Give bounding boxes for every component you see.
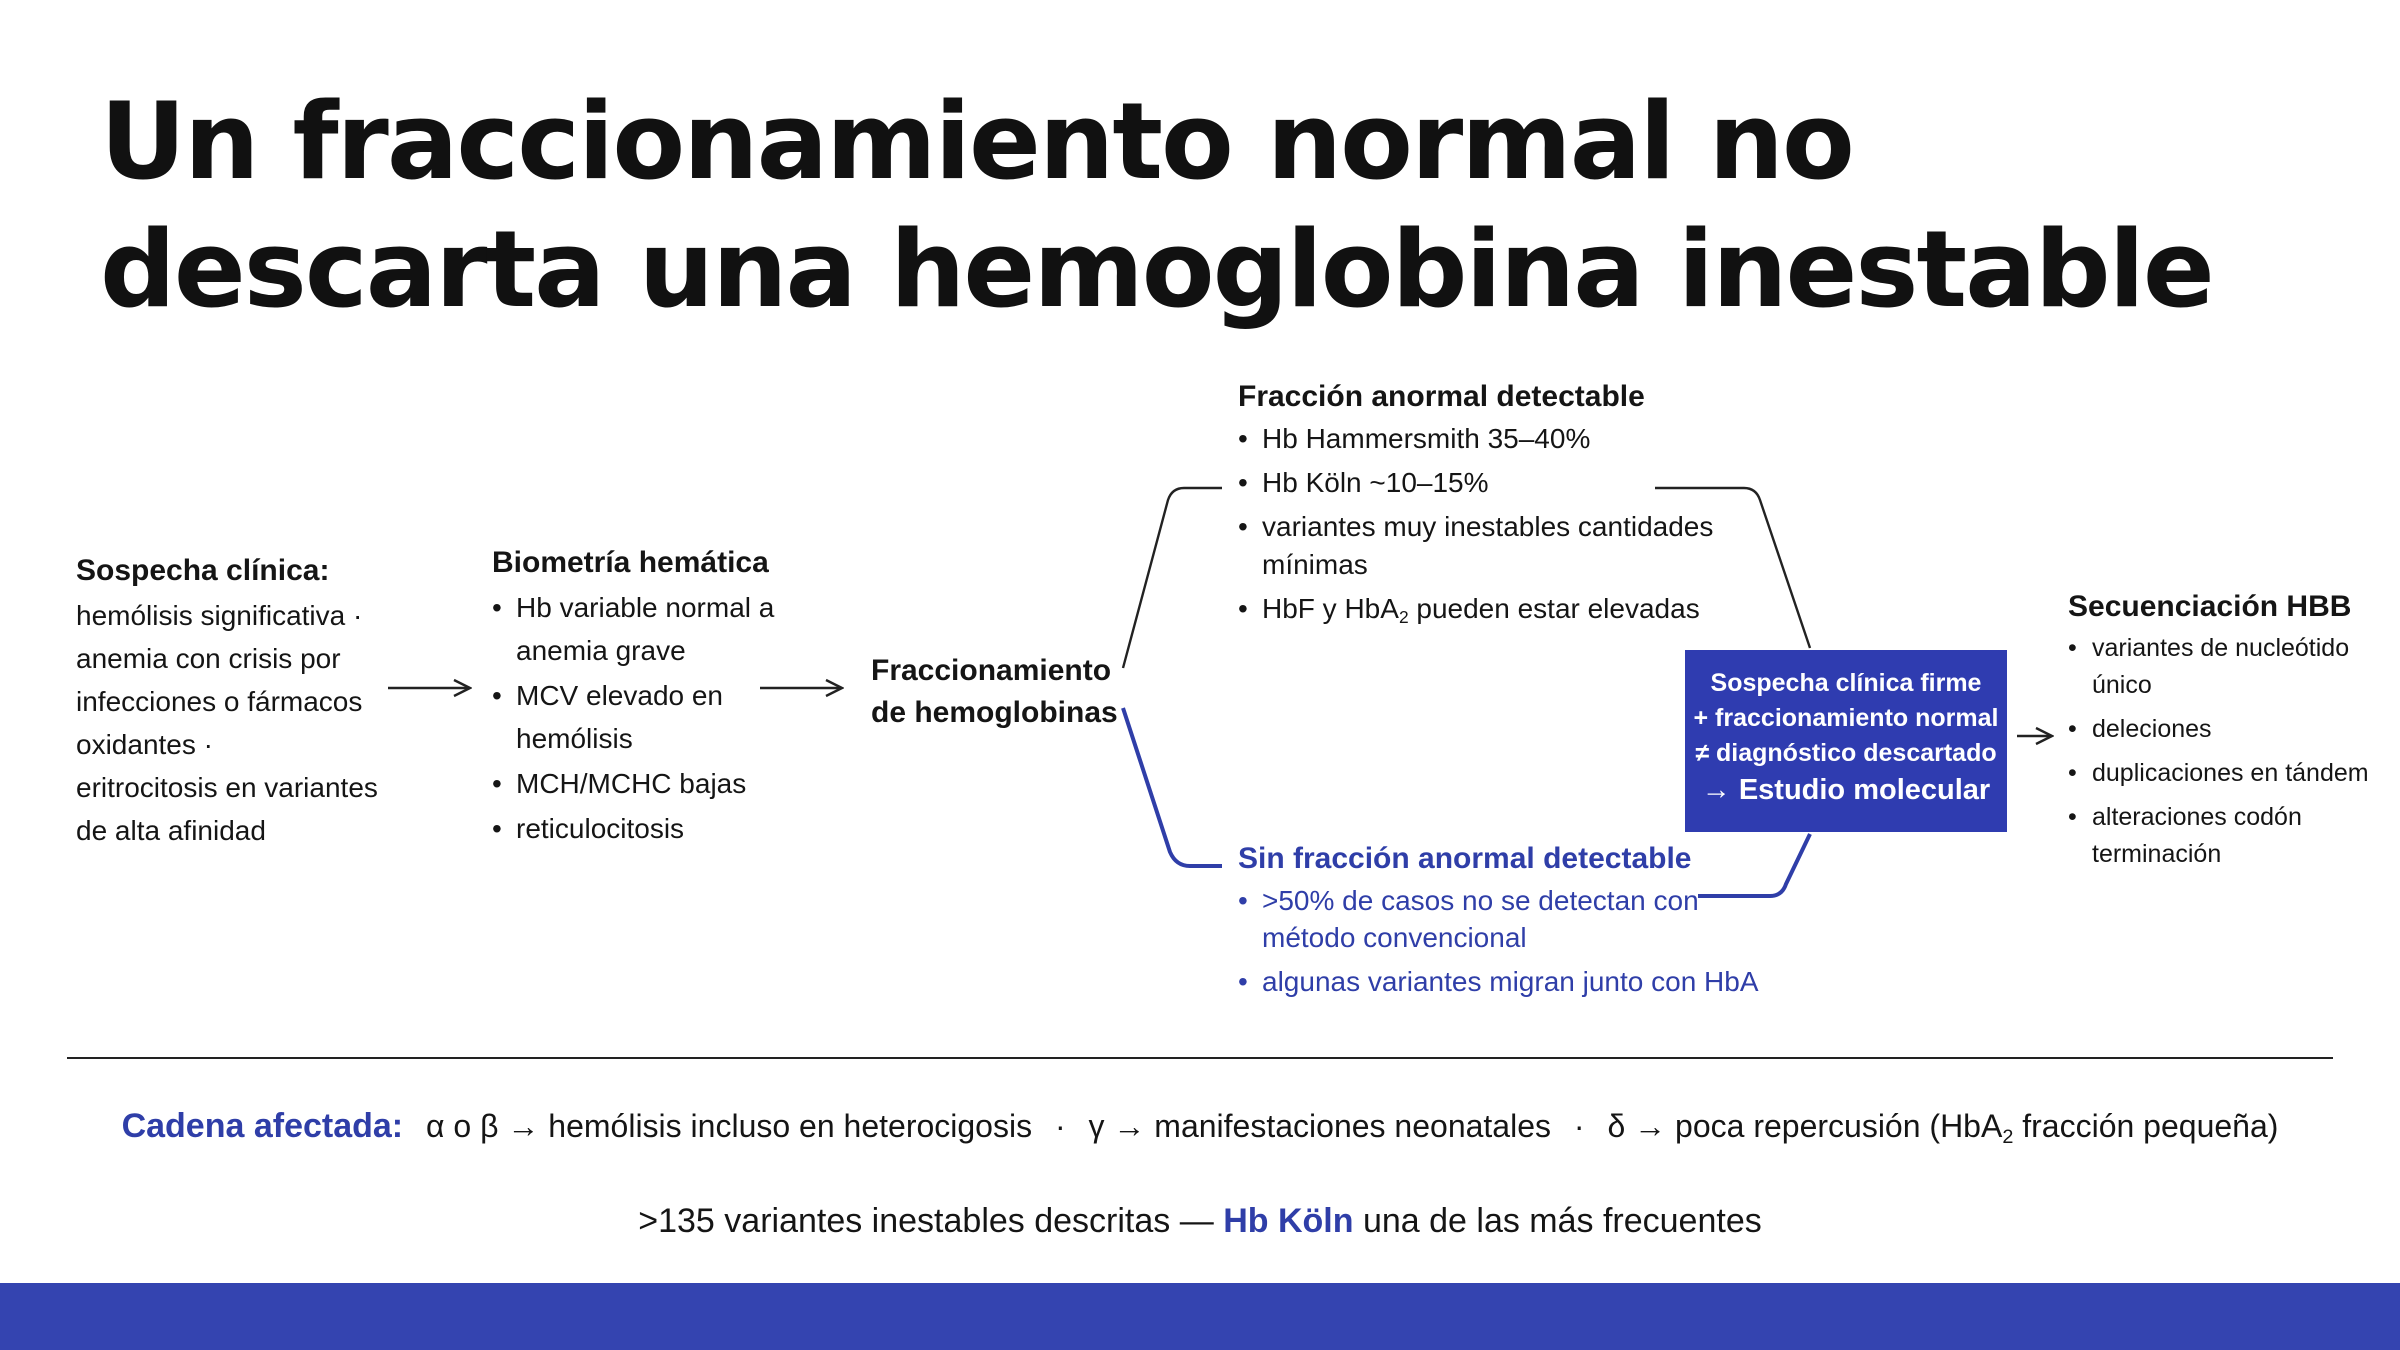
clinical-line: hemólisis significativa · xyxy=(76,600,363,631)
clinical-heading: Sospecha clínica: xyxy=(76,554,330,587)
connector-fractionation-to-no-abnormal xyxy=(1123,708,1222,866)
variants-note xyxy=(0,1195,2400,1247)
list-item: • >50% de casos no se detectan con método convencional xyxy=(1238,882,1798,956)
list-item: • MCV elevado en hemólisis xyxy=(492,674,812,760)
no-abnormal-heading: Sin fracción anormal detectable xyxy=(1238,842,1692,875)
callout-line-1: Sospecha clínica firme xyxy=(1710,669,1982,697)
affected-chain-summary xyxy=(0,1101,2400,1162)
list-item: • MCH/MCHC bajas xyxy=(492,762,812,805)
hbb-sequencing-block xyxy=(2068,584,2388,880)
title-line-1: Un fraccionamiento normal no xyxy=(100,80,1853,203)
clinical-line: infecciones o fármacos xyxy=(76,686,363,717)
chain-delta: δ → poca repercusión (HbA$_2$ fracción pequeña) xyxy=(1607,1108,2279,1148)
clinical-line: oxidantes · xyxy=(76,729,213,760)
list-item: • alteraciones codón terminación xyxy=(2068,799,2388,873)
callout-line-3: ≠ diagnóstico descartado xyxy=(1695,739,1997,767)
note-text-pre: >135 variantes inestables descritas — xyxy=(638,1202,1224,1240)
abnormal-heading: Fracción anormal detectable xyxy=(1238,380,1645,413)
list-item: • Hb Köln ~10–15% xyxy=(1238,464,1758,502)
chain-separator: · xyxy=(1573,1108,1585,1144)
note-text-post: una de las más frecuentes xyxy=(1353,1202,1762,1240)
abnormal-list xyxy=(1238,420,1758,636)
clinical-line: de alta afinidad xyxy=(76,815,266,846)
section-divider xyxy=(67,1057,2333,1059)
biometry-heading: Biometría hemática xyxy=(492,546,769,579)
chain-label: Cadena afectada: xyxy=(121,1107,404,1145)
fractionation-line-1: Fraccionamiento xyxy=(871,654,1112,687)
biometry-block xyxy=(492,540,812,852)
chain-separator: · xyxy=(1054,1108,1066,1144)
clinical-suspicion-block xyxy=(76,548,406,852)
list-item: • reticulocitosis xyxy=(492,807,812,850)
clinical-line: eritrocitosis en variantes xyxy=(76,772,378,803)
callout-line-2: + fraccionamiento normal xyxy=(1693,704,1999,732)
list-item: • Hb Hammersmith 35–40% xyxy=(1238,420,1758,458)
fractionation-line-2: de hemoglobinas xyxy=(871,696,1118,729)
list-item: • HbF y HbA$_2$ pueden estar elevadas xyxy=(1238,590,1758,636)
connector-fractionation-to-abnormal xyxy=(1123,488,1222,668)
sequencing-list xyxy=(2068,630,2388,873)
list-item: • algunas variantes migran junto con HbA xyxy=(1238,963,1798,1000)
sequencing-heading: Secuenciación HBB xyxy=(2068,590,2352,623)
biometry-list xyxy=(492,586,812,850)
title-line-2: descarta una hemoglobina inestable xyxy=(100,208,2213,331)
callout-line-4: → Estudio molecular xyxy=(1701,774,1991,806)
abnormal-fraction-block xyxy=(1238,374,1758,642)
molecular-study-callout xyxy=(1685,650,2007,832)
chain-gamma: γ → manifestaciones neonatales xyxy=(1088,1108,1551,1144)
chain-alpha-beta: α o β → hemólisis incluso en heterocigosis xyxy=(426,1108,1033,1144)
list-item: • duplicaciones en tándem xyxy=(2068,755,2388,792)
footer-bar xyxy=(0,1283,2400,1350)
no-abnormal-fraction-block xyxy=(1238,836,1798,1007)
list-item: • variantes muy inestables cantidades mínimas xyxy=(1238,508,1758,584)
no-abnormal-list xyxy=(1238,882,1798,1000)
fractionation-node xyxy=(871,650,1131,734)
clinical-line: anemia con crisis por xyxy=(76,643,341,674)
note-highlight: Hb Köln xyxy=(1223,1202,1354,1240)
list-item: • Hb variable normal a anemia grave xyxy=(492,586,812,672)
list-item: • deleciones xyxy=(2068,711,2388,748)
list-item: • variantes de nucleótido único xyxy=(2068,630,2388,704)
